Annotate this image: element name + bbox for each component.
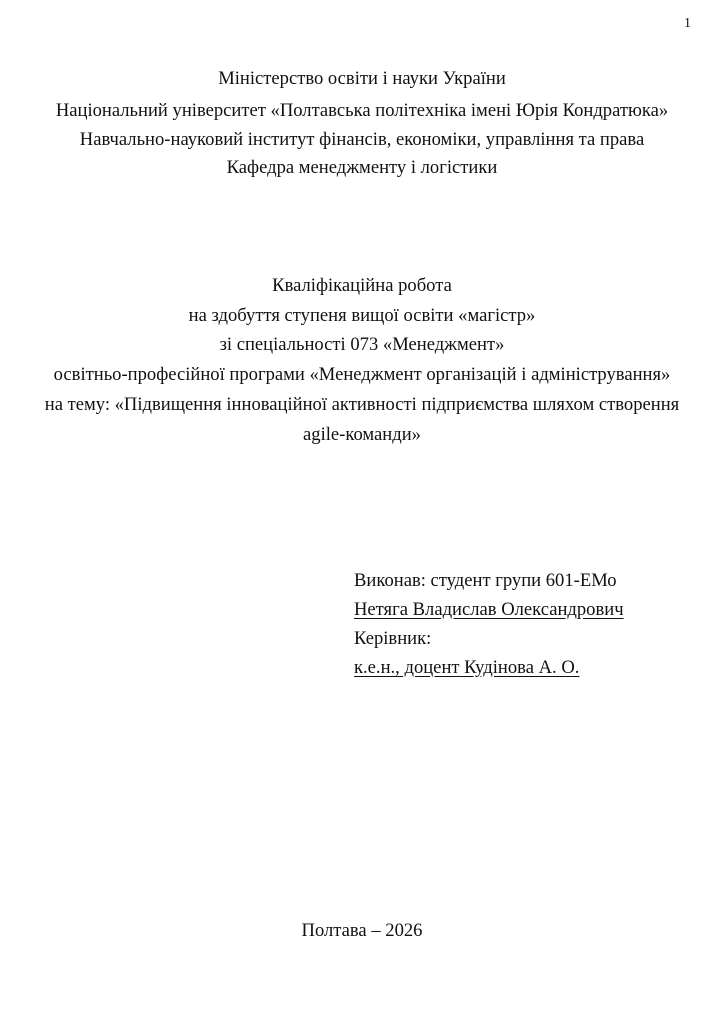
ministry-name: Міністерство освіти і науки України: [218, 68, 506, 89]
topic-line-2: agile-команди»: [303, 424, 421, 445]
supervisor-name: к.е.н., доцент Кудінова А. О.: [354, 657, 580, 678]
specialty-line: зі спеціальності 073 «Менеджмент»: [219, 334, 505, 355]
degree-line: на здобуття ступеня вищої освіти «магістр»: [188, 305, 536, 326]
student-name: Нетяга Владислав Олександрович: [354, 599, 624, 620]
institute-name: Навчально-науковий інститут фінансів, економіки, управління та права: [79, 129, 645, 150]
page-number: 1: [684, 16, 691, 31]
performed-by-label: Виконав: студент групи 601-ЕМо: [354, 570, 617, 591]
work-type: Кваліфікаційна робота: [272, 275, 452, 296]
university-name: Національний університет «Полтавська політехніка імені Юрія Кондратюка»: [55, 100, 669, 121]
topic-line-1: на тему: «Підвищення інноваційної активності підприємства шляхом створення: [44, 394, 680, 415]
department-name: Кафедра менеджменту і логістики: [226, 157, 498, 178]
supervisor-label: Керівник:: [354, 628, 432, 649]
program-line: освітньо-професійної програми «Менеджмент організацій і адміністрування»: [53, 364, 671, 385]
city-year: Полтава – 2026: [301, 920, 423, 941]
